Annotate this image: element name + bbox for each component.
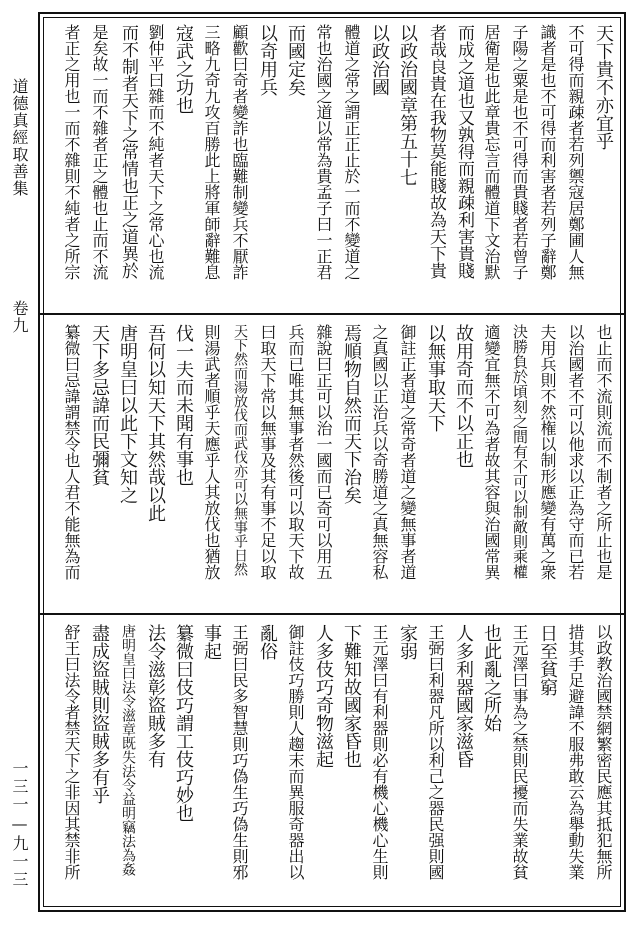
text-column: 王元澤曰事為之禁則民擾而失業故貧 — [510, 624, 529, 880]
text-column: 以奇用兵 — [257, 24, 278, 96]
text-column: 盡成盜賊則盜賊多有乎 — [89, 624, 110, 804]
text-column: 而成之道也又孰得而親疎利害貴賤 — [454, 24, 474, 279]
text-column: 以治國者不可以他求以正為守而已若 — [566, 324, 585, 580]
text-column: 者哉良貴在我物莫能賤故為天下貴 — [426, 24, 446, 279]
panel-divider — [40, 613, 624, 615]
text-column: 纂微曰忌諱謂禁令也人君不能無為而 — [62, 324, 81, 580]
text-column: 人多伎巧奇物滋起 — [313, 624, 334, 768]
text-column: 焉順物自然而天下治矣 — [341, 324, 362, 504]
text-column: 常也治國之道以常為貴孟子曰一正君 — [314, 24, 333, 280]
text-column: 唐明皇曰以此下文知之 — [117, 324, 138, 504]
text-column: 居衛是也此章貴忘言而體道下文治默 — [482, 24, 501, 280]
text-panel-bottom — [46, 624, 618, 904]
text-column: 曰取天下常以無事及其有事不足以取 — [258, 324, 277, 580]
text-column: 纂微曰伎巧謂工伎巧妙也 — [173, 624, 194, 822]
text-column: 子陽之粟是也不可得而貴賤者若曾子 — [510, 24, 529, 280]
text-column: 人多利器國家滋昏 — [453, 624, 474, 768]
text-column: 措其手足避諱不服弗敢云為舉動失業 — [566, 624, 585, 880]
text-column: 御註正者道之常奇者道之變無事者道 — [398, 324, 417, 580]
text-column: 三略九奇九攻百勝此上將軍師辭難息 — [202, 24, 221, 280]
text-column: 之真國以正治兵以奇勝道之真無容私 — [370, 324, 389, 580]
text-column: 決勝負於頃刻之間有不可以制敵則乘權 — [511, 324, 529, 579]
text-column: 法令滋彰盜賊多有 — [145, 624, 166, 768]
text-column: 夫用兵則不然権以制形應變有萬之衆 — [538, 324, 557, 580]
text-column: 御註伎巧勝則人趨末而異服奇器出以 — [286, 624, 305, 880]
text-column: 寇武之功也 — [173, 24, 194, 114]
text-column: 劉仲平曰雜而不純者天下之常心也流 — [146, 24, 165, 280]
text-column: 伐一夫而未聞有事也 — [173, 324, 194, 486]
text-column: 家弱 — [397, 624, 418, 660]
text-column: 天下貴不亦宜乎 — [593, 24, 614, 150]
text-column: 吾何以知天下其然哉以此 — [145, 324, 166, 522]
text-column: 體道之常之謂正正止於一而不變道之 — [342, 24, 361, 280]
text-column: 故用奇而不以正也 — [453, 324, 474, 468]
text-column: 者正之用也一而不雜則不純者之所宗 — [62, 24, 81, 280]
text-panel-top — [46, 24, 618, 308]
text-column: 唐明皇曰法令滋章既失法令益明竊法為姦 — [120, 624, 136, 876]
text-column: 是矣故一而不雜者正之體也止而不流 — [90, 24, 109, 280]
text-column: 日至貧窮 — [537, 624, 558, 696]
text-column: 不可得而親疎者若列禦寇居鄭圃人無 — [566, 24, 585, 280]
text-column: 王元澤曰有利器則必有機心機心生則 — [370, 624, 389, 880]
text-column: 以政治國章第五十七 — [397, 24, 418, 186]
text-column: 而不制者天下之常情也正之道異於 — [118, 24, 138, 279]
text-column: 下難知故國家昏也 — [341, 624, 362, 768]
text-column: 而國定矣 — [285, 24, 306, 96]
text-column: 王弼曰民多智慧則巧偽生巧偽生則邪 — [230, 624, 249, 880]
panel-divider — [40, 313, 624, 315]
text-column: 以政教治國禁網繁密民應其抵犯無所 — [594, 624, 613, 880]
text-column: 天下然而湯放伐而武伐亦可以無事乎日然 — [232, 324, 248, 576]
page-frame — [38, 12, 626, 912]
text-column: 適變宜無不可為者故其容與治國常異 — [482, 324, 501, 580]
text-column: 識者是也不可得而利害者若列子辭鄭 — [538, 24, 557, 280]
text-column: 則湯武者順乎天應乎人其放伐也猶放 — [202, 324, 221, 580]
margin-book-title: 道德真經取善集 — [10, 78, 29, 197]
text-column: 亂俗 — [257, 624, 278, 660]
margin-volume: 卷九 — [10, 300, 29, 334]
text-column: 舒王曰法令者禁天下之非因其禁非所 — [62, 624, 81, 880]
text-column: 兵而已唯其無事者然後可以取天下故 — [286, 324, 305, 580]
text-column: 天下多忌諱而民彌貧 — [89, 324, 110, 486]
text-panel-middle — [46, 324, 618, 608]
text-column: 以政治國 — [369, 24, 390, 96]
text-column: 事起 — [201, 624, 222, 660]
text-column: 也止而不流則流而不制者之所止也是 — [594, 324, 613, 580]
text-column: 以無事取天下 — [425, 324, 446, 432]
margin-page-number: 一三一—九一三 — [10, 760, 29, 889]
text-column: 顧歡曰奇者變詐也臨難制變兵不厭詐 — [230, 24, 249, 280]
text-column: 雜說曰正可以治一國而已奇可以用五 — [314, 324, 333, 580]
text-column: 也此亂之所始 — [481, 624, 502, 732]
text-column: 王弼曰利器凡所以利己之器民强則國 — [426, 624, 445, 880]
